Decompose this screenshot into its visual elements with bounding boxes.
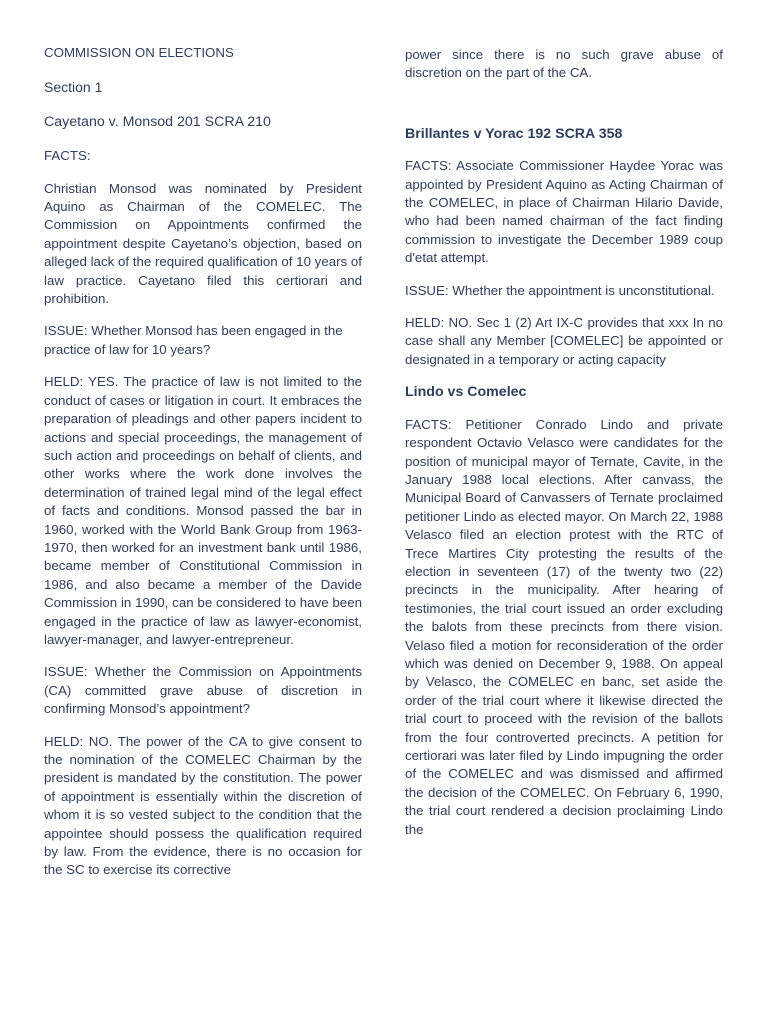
issue-paragraph-2: ISSUE: Whether the Commission on Appointments (CA) committed grave abuse of discretion in confirming Monsod’s appointment?: [44, 664, 362, 717]
issue-paragraph: ISSUE: Whether Monsod has been engaged in the practice of law for 10 years?: [44, 323, 343, 357]
facts-label: FACTS:: [44, 148, 91, 164]
section-heading: Section 1: [44, 79, 103, 96]
held-paragraph-3: HELD: NO. Sec 1 (2) Art IX-C provides that xxx In no case shall any Member [COMELEC] be appointed or designated in a temporary or acting capacity: [405, 315, 723, 367]
case-title-cayetano: Cayetano v. Monsod 201 SCRA 210: [44, 113, 271, 130]
continuation-paragraph: power since there is no such grave abuse of discretion on the part of the CA.: [405, 47, 723, 81]
facts-paragraph-3: FACTS: Petitioner Conrado Lindo and private respondent Octavio Velasco were candidates for the position of municipal mayor of Ternate, Cavite, in the January 1988 local elections. After canvass, the Municipal Board of Canvassers of Ternate proclaimed petitioner Lindo as elected mayor. On March 22, 1988 Velasco filed an election protest with the RTC of Trece Martires City protesting the results of the election in seventeen (17) of the twenty two (22) precincts in the municipality. After hearing of testimonies, the trial court issued an order excluding the balots from these precincts from there vision. Velaso filed a motion for reconsideration of the order which was denied on December 9, 1988. On appeal by Velasco, the COMELEC en banc, set aside the order of the trial court where it likewise directed the trial court to proceed with the revision of the ballots from the four controverted precincts. A petition for certiorari was later filed by Lindo impugning the order of the COMELEC and was dismissed and affirmed the decision of the COMELEC. On February 6, 1990, the trial court rendered a decision proclaiming Lindo the: [405, 416, 723, 837]
left-column: [44, 44, 362, 894]
issue-paragraph-3: ISSUE: Whether the appointment is unconstitutional.: [405, 282, 715, 298]
held-paragraph: HELD: YES. The practice of law is not limited to the conduct of cases or litigation in court. It embraces the preparation of pleadings and other papers incident to actions and special proceedings, the management of such action and proceedings on behalf of clients, and other works where the work done involves the determination of trained legal mind of the legal effect of facts and conditions. Monsod passed the bar in 1960, worked with the World Bank Group from 1963-1970, then worked for an investment bank until 1986, became member of Constitutional Commission in 1986, and also became a member of the Davide Commission in 1990, can be considered to have been engaged in the practice of law as lawyer-economist, lawyer-manager, and lawyer-entrepreneur.: [44, 374, 362, 647]
case-title-lindo: Lindo vs Comelec: [405, 384, 527, 401]
facts-paragraph-2: FACTS: Associate Commissioner Haydee Yorac was appointed by President Aquino as Acting Chairman of the COMELEC, in place of Chairman Hilario Davide, who had been named chairman of the fact finding commission to investigate the December 1989 coup d'etat attempt.: [405, 158, 723, 266]
right-column: [405, 46, 723, 853]
spacer: [405, 97, 723, 125]
facts-paragraph: Christian Monsod was nominated by President Aquino as Chairman of the COMELEC. The Commission on Appointments confirmed the appointment despite Cayetano’s objection, based on alleged lack of the required qualification of 10 years of law practice. Cayetano filed this certiorari and prohibition.: [44, 180, 362, 307]
document-title: COMMISSION ON ELECTIONS: [44, 45, 234, 60]
held-paragraph-2: HELD: NO. The power of the CA to give consent to the nomination of the COMELEC Chairman by the president is mandated by the constitution. The power of appointment is essentially within the discretion of whom it is so vested subject to the condition that the appointee should possess the qualification required by law. From the evidence, there is no occasion for the SC to exercise its corrective: [44, 733, 362, 878]
case-title-brillantes: Brillantes v Yorac 192 SCRA 358: [405, 125, 623, 142]
